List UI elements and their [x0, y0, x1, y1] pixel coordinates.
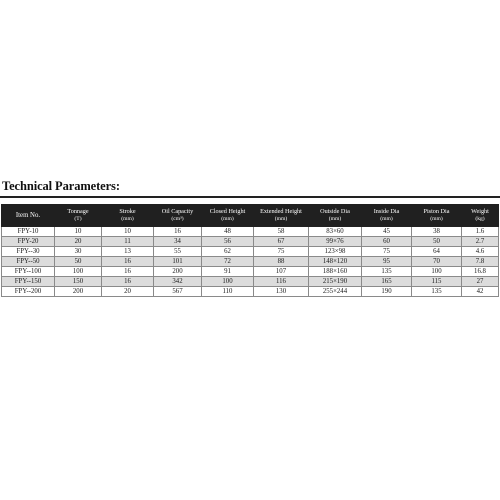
column-header-label: Tonnage: [67, 208, 89, 215]
table-cell: 38: [412, 227, 462, 237]
table-cell: 16.8: [462, 267, 499, 277]
item-number-cell: FPY--150: [2, 277, 55, 287]
column-header-label: Extended Height: [260, 208, 302, 215]
table-cell: 11: [102, 237, 154, 247]
table-row: [2, 227, 499, 237]
table-cell: 255×244: [309, 287, 362, 297]
table-cell: 7.8: [462, 257, 499, 267]
column-header-unit: (T): [74, 215, 82, 222]
table-cell: 27: [462, 277, 499, 287]
table-cell: 110: [202, 287, 254, 297]
table-row: [2, 237, 499, 247]
column-header: [412, 205, 462, 227]
item-number-cell: FPY--30: [2, 247, 55, 257]
column-header: [102, 205, 154, 227]
table-cell: 150: [55, 277, 102, 287]
column-header: [55, 205, 102, 227]
item-number-cell: FPY--50: [2, 257, 55, 267]
table-cell: 16: [102, 257, 154, 267]
table-cell: 91: [202, 267, 254, 277]
table-cell: 148×120: [309, 257, 362, 267]
title-divider: [0, 196, 500, 198]
table-header-row: [2, 205, 499, 227]
table-cell: 88: [254, 257, 309, 267]
item-number-cell: FPY-10: [2, 227, 55, 237]
table-cell: 34: [154, 237, 202, 247]
column-header: [154, 205, 202, 227]
table-cell: 123×98: [309, 247, 362, 257]
column-header-unit: (mm): [328, 215, 342, 222]
table-cell: 10: [55, 227, 102, 237]
column-header-label: Stroke: [119, 208, 136, 215]
column-header-label: Oil Capacity: [161, 208, 194, 215]
table-cell: 99×76: [309, 237, 362, 247]
column-header-label: Item No.: [15, 211, 41, 219]
column-header: [462, 205, 499, 227]
table-cell: 75: [254, 247, 309, 257]
column-header-unit: (mm): [221, 215, 234, 222]
item-number-cell: FPY--200: [2, 287, 55, 297]
column-header: [2, 205, 55, 227]
table-cell: 135: [362, 267, 412, 277]
table-row: [2, 257, 499, 267]
table-cell: 100: [412, 267, 462, 277]
section-title: Technical Parameters:: [2, 179, 120, 193]
table-row: [2, 277, 499, 287]
table-cell: 56: [202, 237, 254, 247]
column-header-unit: (cm³): [171, 215, 184, 222]
column-header-label: Closed Height: [209, 208, 246, 215]
table-header: [2, 205, 499, 227]
table-cell: 200: [154, 267, 202, 277]
table-cell: 4.6: [462, 247, 499, 257]
column-header-unit: (mm): [121, 215, 134, 222]
column-header: [254, 205, 309, 227]
technical-parameters-table: [1, 204, 499, 297]
table-cell: 64: [412, 247, 462, 257]
item-number-cell: FPY--100: [2, 267, 55, 277]
table-cell: 100: [202, 277, 254, 287]
table-cell: 50: [412, 237, 462, 247]
table-cell: 70: [412, 257, 462, 267]
column-header-label: Weight: [471, 208, 489, 215]
table-cell: 20: [102, 287, 154, 297]
table-cell: 42: [462, 287, 499, 297]
table-cell: 130: [254, 287, 309, 297]
table-cell: 60: [362, 237, 412, 247]
column-header: [202, 205, 254, 227]
table-cell: 30: [55, 247, 102, 257]
table-cell: 101: [154, 257, 202, 267]
table-cell: 190: [362, 287, 412, 297]
table-row: [2, 287, 499, 297]
table-cell: 165: [362, 277, 412, 287]
table-cell: 20: [55, 237, 102, 247]
table-cell: 58: [254, 227, 309, 237]
table-cell: 72: [202, 257, 254, 267]
table-cell: 75: [362, 247, 412, 257]
table-cell: 342: [154, 277, 202, 287]
table-cell: 567: [154, 287, 202, 297]
column-header-label: Piston Dia: [423, 208, 450, 215]
table-cell: 45: [362, 227, 412, 237]
table-row: [2, 267, 499, 277]
column-header-unit: (mm): [430, 215, 443, 222]
table-cell: 10: [102, 227, 154, 237]
table-cell: 67: [254, 237, 309, 247]
table-cell: 95: [362, 257, 412, 267]
column-header-unit: (mm): [380, 215, 393, 222]
table-cell: 50: [55, 257, 102, 267]
column-header: [309, 205, 362, 227]
table-cell: 62: [202, 247, 254, 257]
table-cell: 1.6: [462, 227, 499, 237]
table-body: [2, 227, 499, 297]
table-cell: 215×190: [309, 277, 362, 287]
table-cell: 200: [55, 287, 102, 297]
column-header: [362, 205, 412, 227]
table-cell: 16: [102, 267, 154, 277]
column-header-unit: (mm): [274, 215, 288, 222]
item-number-cell: FPY-20: [2, 237, 55, 247]
table-cell: 188×160: [309, 267, 362, 277]
table-cell: 116: [254, 277, 309, 287]
table-cell: 2.7: [462, 237, 499, 247]
table-cell: 13: [102, 247, 154, 257]
table-cell: 55: [154, 247, 202, 257]
table-row: [2, 247, 499, 257]
table-cell: 16: [102, 277, 154, 287]
table-cell: 115: [412, 277, 462, 287]
column-header-label: Inside Dia: [373, 208, 400, 215]
column-header-label: Outside Dia: [320, 208, 350, 215]
table-cell: 83×60: [309, 227, 362, 237]
table-cell: 107: [254, 267, 309, 277]
table-cell: 48: [202, 227, 254, 237]
table-cell: 135: [412, 287, 462, 297]
table-cell: 100: [55, 267, 102, 277]
column-header-unit: (kg): [475, 215, 485, 222]
table-cell: 16: [154, 227, 202, 237]
